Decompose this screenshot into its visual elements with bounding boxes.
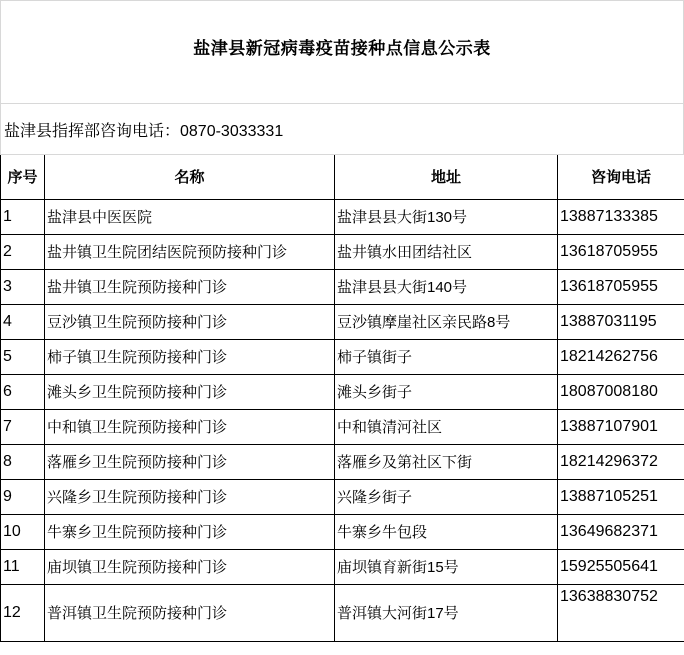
- address-cell: 中和镇清河社区: [335, 409, 558, 444]
- address-cell: 兴隆乡街子: [335, 479, 558, 514]
- address-cell: 盐津县县大街140号: [335, 269, 558, 304]
- serial-number-cell: 8: [1, 444, 45, 479]
- table-row: [1, 444, 684, 479]
- table-row: [1, 584, 684, 641]
- hotline-text: 盐津县指挥部咨询电话：0870-3033331: [4, 122, 284, 140]
- address-cell: 豆沙镇摩崖社区亲民路8号: [335, 304, 558, 339]
- serial-number-cell: 6: [1, 374, 45, 409]
- phone-cell: 13887105251: [558, 479, 684, 514]
- phone-cell: 13618705955: [558, 234, 684, 269]
- serial-number-cell: 12: [1, 584, 45, 641]
- serial-number-cell: 11: [1, 549, 45, 584]
- phone-cell: 15925505641: [558, 549, 684, 584]
- serial-number-cell: 3: [1, 269, 45, 304]
- table-row: [1, 269, 684, 304]
- site-name-cell: 兴隆乡卫生院预防接种门诊: [45, 479, 335, 514]
- phone-cell: 13887107901: [558, 409, 684, 444]
- header-serial-number: 序号: [1, 155, 45, 199]
- address-cell: 牛寨乡牛包段: [335, 514, 558, 549]
- site-name-cell: 豆沙镇卫生院预防接种门诊: [45, 304, 335, 339]
- header-address: 地址: [335, 155, 558, 199]
- phone-cell: 13638830752: [558, 584, 684, 641]
- site-name-cell: 落雁乡卫生院预防接种门诊: [45, 444, 335, 479]
- site-name-cell: 普洱镇卫生院预防接种门诊: [45, 584, 335, 641]
- table-row: [1, 549, 684, 584]
- phone-cell: 13887133385: [558, 199, 684, 234]
- address-cell: 落雁乡及第社区下街: [335, 444, 558, 479]
- site-name-cell: 牛寨乡卫生院预防接种门诊: [45, 514, 335, 549]
- phone-cell: 13618705955: [558, 269, 684, 304]
- header-site-name: 名称: [45, 155, 335, 199]
- serial-number-cell: 5: [1, 339, 45, 374]
- phone-cell: 13649682371: [558, 514, 684, 549]
- table-row: [1, 234, 684, 269]
- serial-number-cell: 10: [1, 514, 45, 549]
- site-name-cell: 盐井镇卫生院团结医院预防接种门诊: [45, 234, 335, 269]
- serial-number-cell: 7: [1, 409, 45, 444]
- serial-number-cell: 2: [1, 234, 45, 269]
- address-cell: 庙坝镇育新街15号: [335, 549, 558, 584]
- hotline-block: [0, 104, 684, 155]
- phone-cell: 18214262756: [558, 339, 684, 374]
- phone-cell: 18214296372: [558, 444, 684, 479]
- page-title: 盐津县新冠病毒疫苗接种点信息公示表: [193, 38, 491, 58]
- table-row: [1, 514, 684, 549]
- site-name-cell: 中和镇卫生院预防接种门诊: [45, 409, 335, 444]
- address-cell: 盐井镇水田团结社区: [335, 234, 558, 269]
- serial-number-cell: 4: [1, 304, 45, 339]
- site-name-cell: 盐井镇卫生院预防接种门诊: [45, 269, 335, 304]
- phone-cell: 13887031195: [558, 304, 684, 339]
- serial-number-cell: 9: [1, 479, 45, 514]
- phone-cell: 18087008180: [558, 374, 684, 409]
- header-phone: 咨询电话: [558, 155, 684, 199]
- vaccination-sites-table: [0, 155, 684, 642]
- site-name-cell: 庙坝镇卫生院预防接种门诊: [45, 549, 335, 584]
- title-block: [0, 0, 684, 104]
- address-cell: 普洱镇大河街17号: [335, 584, 558, 641]
- table-row: [1, 409, 684, 444]
- table-header-row: [1, 155, 684, 199]
- serial-number-cell: 1: [1, 199, 45, 234]
- address-cell: 盐津县县大街130号: [335, 199, 558, 234]
- site-name-cell: 盐津县中医医院: [45, 199, 335, 234]
- address-cell: 滩头乡街子: [335, 374, 558, 409]
- site-name-cell: 滩头乡卫生院预防接种门诊: [45, 374, 335, 409]
- table-row: [1, 339, 684, 374]
- table-row: [1, 479, 684, 514]
- table-row: [1, 374, 684, 409]
- table-row: [1, 304, 684, 339]
- site-name-cell: 柿子镇卫生院预防接种门诊: [45, 339, 335, 374]
- address-cell: 柿子镇街子: [335, 339, 558, 374]
- table-row: [1, 199, 684, 234]
